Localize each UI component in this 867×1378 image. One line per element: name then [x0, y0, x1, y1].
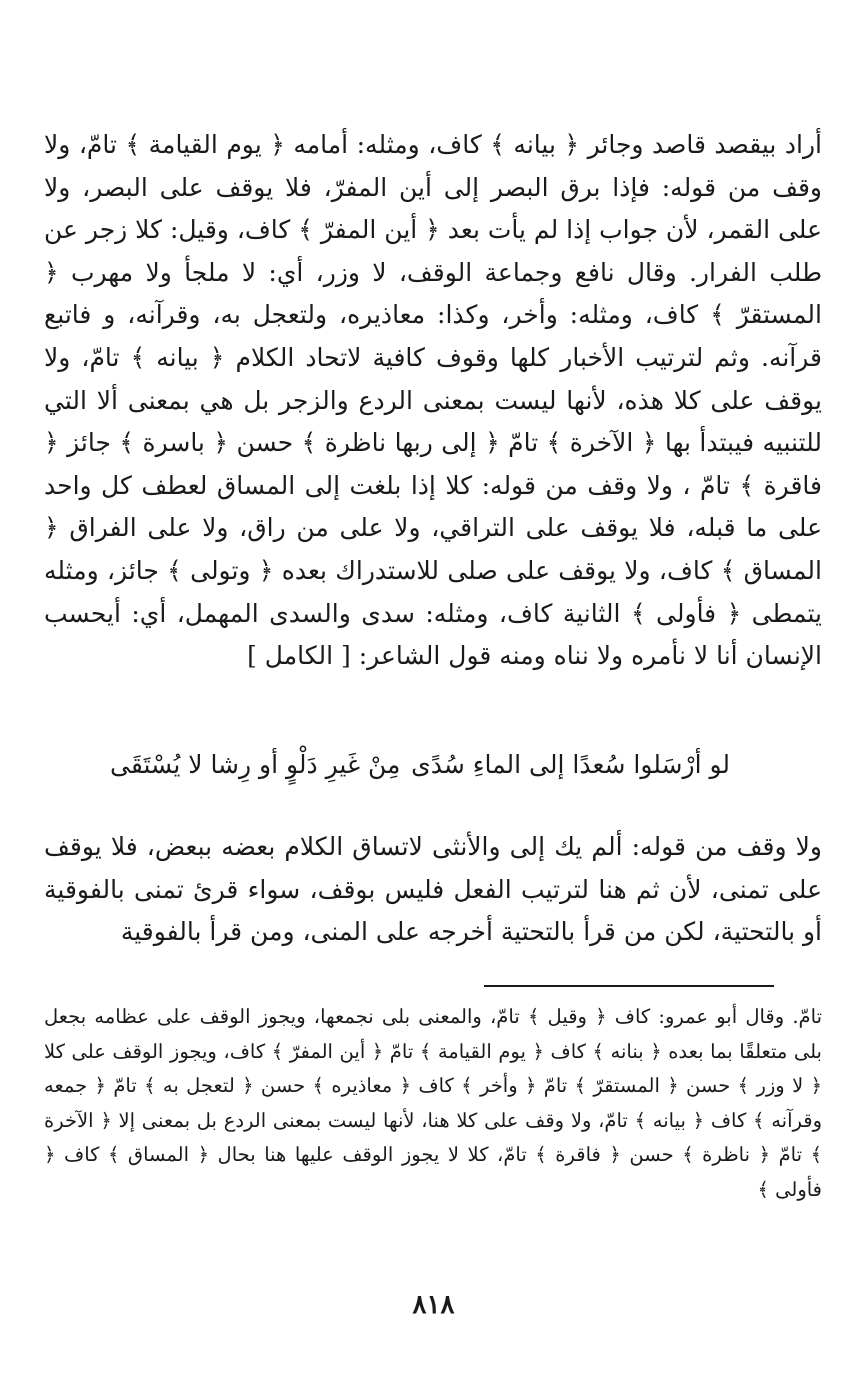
body-paragraph: ولا وقف من قوله: ألم يك إلى والأنثى لاتساق الكلام بعضه ببعض، فلا يوقف على تمنى، لأن ثم هنا لترتيب الفعل فليس بوقف، سواء قرئ تمنى بالفوقية أو بالتحتية، لكن من قرأ بالتحتية أخرجه على المنى، ومن قرأ بالفوقية	[44, 832, 822, 947]
page-number: ٨١٨	[412, 1290, 455, 1320]
main-body-text	[44, 124, 822, 678]
footnote-section	[44, 1000, 822, 1207]
verse-hemistich-first: لو أرْسَلوا سُعدًا إلى الماءِ سُدًى	[411, 750, 730, 779]
main-body-text-continued	[44, 826, 822, 954]
body-paragraph: أراد بيقصد قاصد وجائر ﴿ بيانه ﴾ كاف، ومثله: أمامه ﴿ يوم القيامة ﴾ تامّ، ولا وقف من قوله: فإذا برق البصر إلى أين المفرّ، فلا يوقف على البصر، ولا على القمر، لأن جواب إذا لم يأت بعد ﴿ أين المفرّ ﴾ كاف، وقيل: كلا زجر عن طلب الفرار. وقال نافع وجماعة الوقف، لا وزر، أي: لا ملجأ ولا مهرب ﴿ المستقرّ ﴾ كاف، ومثله: وأخر، وكذا: معاذيره، ولتعجل به، وقرآنه، و فاتبع قرآنه. وثم لترتيب الأخبار كلها وقوف كافية لاتحاد الكلام ﴿ بيانه ﴾ تامّ، ولا يوقف على كلا هذه، لأنها ليست بمعنى الردع والزجر بل هي بمعنى ألا التي للتنبيه فيبتدأ بها ﴿ الآخرة ﴾ تامّ ﴿ إلى ربها ناظرة ﴾ حسن ﴿ باسرة ﴾ جائز ﴿ فاقرة ﴾ تامّ ، ولا وقف من قوله: كلا إذا بلغت إلى المساق لعطف كل واحد على ما قبله، فلا يوقف على التراقي، ولا على من راق، ولا على الفراق ﴿ المساق ﴾ كاف، ولا يوقف على صلى للاستدراك بعده ﴿ وتولى ﴾ جائز، ومثله يتمطى ﴿ فأولى ﴾ الثانية كاف، ومثله: سدى والسدى المهمل، أي: أيحسب الإنسان أنا لا نأمره ولا نناه ومنه قول الشاعر: [ الكامل ]	[44, 130, 822, 671]
footnote-divider	[484, 985, 774, 987]
poetry-verse	[110, 745, 730, 785]
verse-hemistich-second: مِنْ غَيرِ دَلْوٍ أو رِشا لا يُسْتَقَى	[110, 750, 401, 779]
footnote-text: تامّ. وقال أبو عمرو: كاف ﴿ وقيل ﴾ تامّ، والمعنى بلى نجمعها، ويجوز الوقف على عظامه بجعل بلى متعلقًا بما بعده ﴿ بنانه ﴾ كاف ﴿ يوم القيامة ﴾ تامّ ﴿ أين المفرّ ﴾ كاف، ويجوز الوقف على كلا ﴿ لا وزر ﴾ حسن ﴿ المستقرّ ﴾ تامّ ﴿ وأخر ﴾ كاف ﴿ معاذيره ﴾ حسن ﴿ لتعجل به ﴾ تامّ ﴿ جمعه وقرآنه ﴾ كاف ﴿ بيانه ﴾ تامّ، ولا وقف على كلا هنا، لأنها ليست بمعنى الردع بل بمعنى إلا ﴿ الآخرة ﴾ تامّ ﴿ ناظرة ﴾ حسن ﴿ فاقرة ﴾ تامّ، كلا لا يجوز الوقف عليها هنا بحال ﴿ المساق ﴾ كاف ﴿ فأولى ﴾	[44, 1005, 822, 1201]
